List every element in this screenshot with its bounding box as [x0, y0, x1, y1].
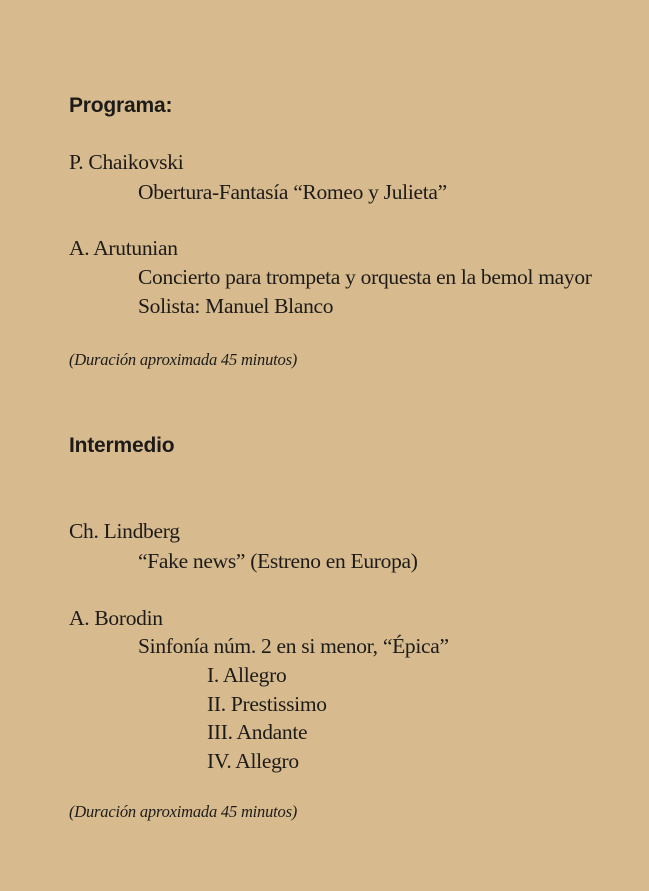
- soloist-line: Solista: Manuel Blanco: [138, 294, 334, 318]
- movement-item: III. Andante: [207, 720, 308, 744]
- work-title-symphony-2: Sinfonía núm. 2 en si menor, “Épica”: [138, 634, 449, 658]
- movement-item: I. Allegro: [207, 663, 287, 687]
- intermission-heading: Intermedio: [69, 434, 175, 457]
- work-title-trumpet-concerto: Concierto para trompeta y orquesta en la bemol mayor: [138, 265, 592, 289]
- composer-lindberg: Ch. Lindberg: [69, 519, 180, 543]
- movement-item: II. Prestissimo: [207, 692, 327, 716]
- composer-chaikovski: P. Chaikovski: [69, 150, 184, 174]
- program-heading: Programa:: [69, 94, 173, 117]
- composer-borodin: A. Borodin: [69, 606, 163, 630]
- movement-item: IV. Allegro: [207, 749, 299, 773]
- duration-note-part1: (Duración aproximada 45 minutos): [69, 350, 298, 369]
- work-title-romeo-y-julieta: Obertura-Fantasía “Romeo y Julieta”: [138, 180, 447, 204]
- work-title-fake-news: “Fake news” (Estreno en Europa): [138, 549, 418, 573]
- duration-note-part2: (Duración aproximada 45 minutos): [69, 802, 298, 821]
- composer-arutunian: A. Arutunian: [69, 236, 178, 260]
